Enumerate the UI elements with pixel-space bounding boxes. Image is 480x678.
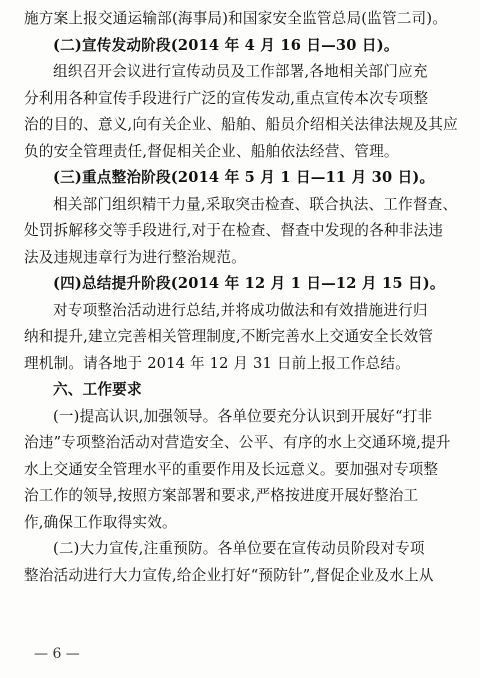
- paragraph-line: (一)提高认识,加强领导。各单位要充分认识到开展好“打非: [53, 407, 433, 425]
- paragraph-line: 理机制。请各地于 2014 年 12 月 31 日前上报工作总结。: [24, 354, 410, 372]
- paragraph-line: 纳和提升,建立完善相关管理制度,不断完善水上交通安全长效管: [24, 328, 434, 345]
- document-body: [24, 6, 460, 589]
- paragraph-line: 水上交通安全管理水平的重要作用及长远意义。要加强对专项整: [24, 460, 439, 478]
- paragraph-line: 对专项整治活动进行总结,并将成功做法和有效措施进行归: [53, 301, 428, 319]
- paragraph-line: 治的目的、意义,向有关企业、船舶、船员介绍相关法律法规及其应: [24, 116, 458, 133]
- paragraph-line: 整治活动进行大力宣传,给企业打好“预防针”,督促企业及水上从: [24, 566, 434, 584]
- paragraph-line: 作,确保工作取得实效。: [24, 513, 177, 531]
- paragraph-line: 组织召开会议进行宣传动员及工作部署,各地相关部门应充: [53, 63, 428, 80]
- paragraph-line: 负的安全管理责任,督促相关企业、船舶依法经营、管理。: [24, 142, 399, 160]
- section-heading-line: 六、工作要求: [53, 381, 142, 398]
- paragraph-line: 治违”专项整治活动对营造安全、公平、有序的水上交通环境,提升: [24, 434, 451, 451]
- paragraph-line: 治工作的领导,按照方案部署和要求,严格按进度开展好整治工: [24, 487, 419, 504]
- paragraph-line: 相关部门组织精干力量,采取突击检查、联合执法、工作督查、: [53, 195, 458, 213]
- section-heading-line: (四)总结提升阶段(2014 年 12 月 1 日—12 月 15 日)。: [53, 275, 445, 292]
- paragraph-line: 处罚拆解移交等手段进行,对于在检查、督查中发现的各种非法违: [24, 222, 444, 239]
- paragraph-line: 法及违规违章行为进行整治规范。: [24, 248, 246, 266]
- page-number: — 6 —: [34, 646, 80, 662]
- paragraph-line: 分利用各种宣传手段进行广泛的宣传发动,重点宣传本次专项整: [24, 89, 429, 107]
- section-heading-line: (二)宣传发动阶段(2014 年 4 月 16 日—30 日)。: [53, 36, 399, 54]
- paragraph-line: (二)大力宣传,注重预防。各单位要在宣传动员阶段对专项: [53, 540, 425, 557]
- paragraph-line: 施方案上报交通运输部(海事局)和国家安全监管总局(监管二司)。: [24, 10, 448, 27]
- section-heading-line: (三)重点整治阶段(2014 年 5 月 1 日—11 月 30 日)。: [53, 169, 435, 186]
